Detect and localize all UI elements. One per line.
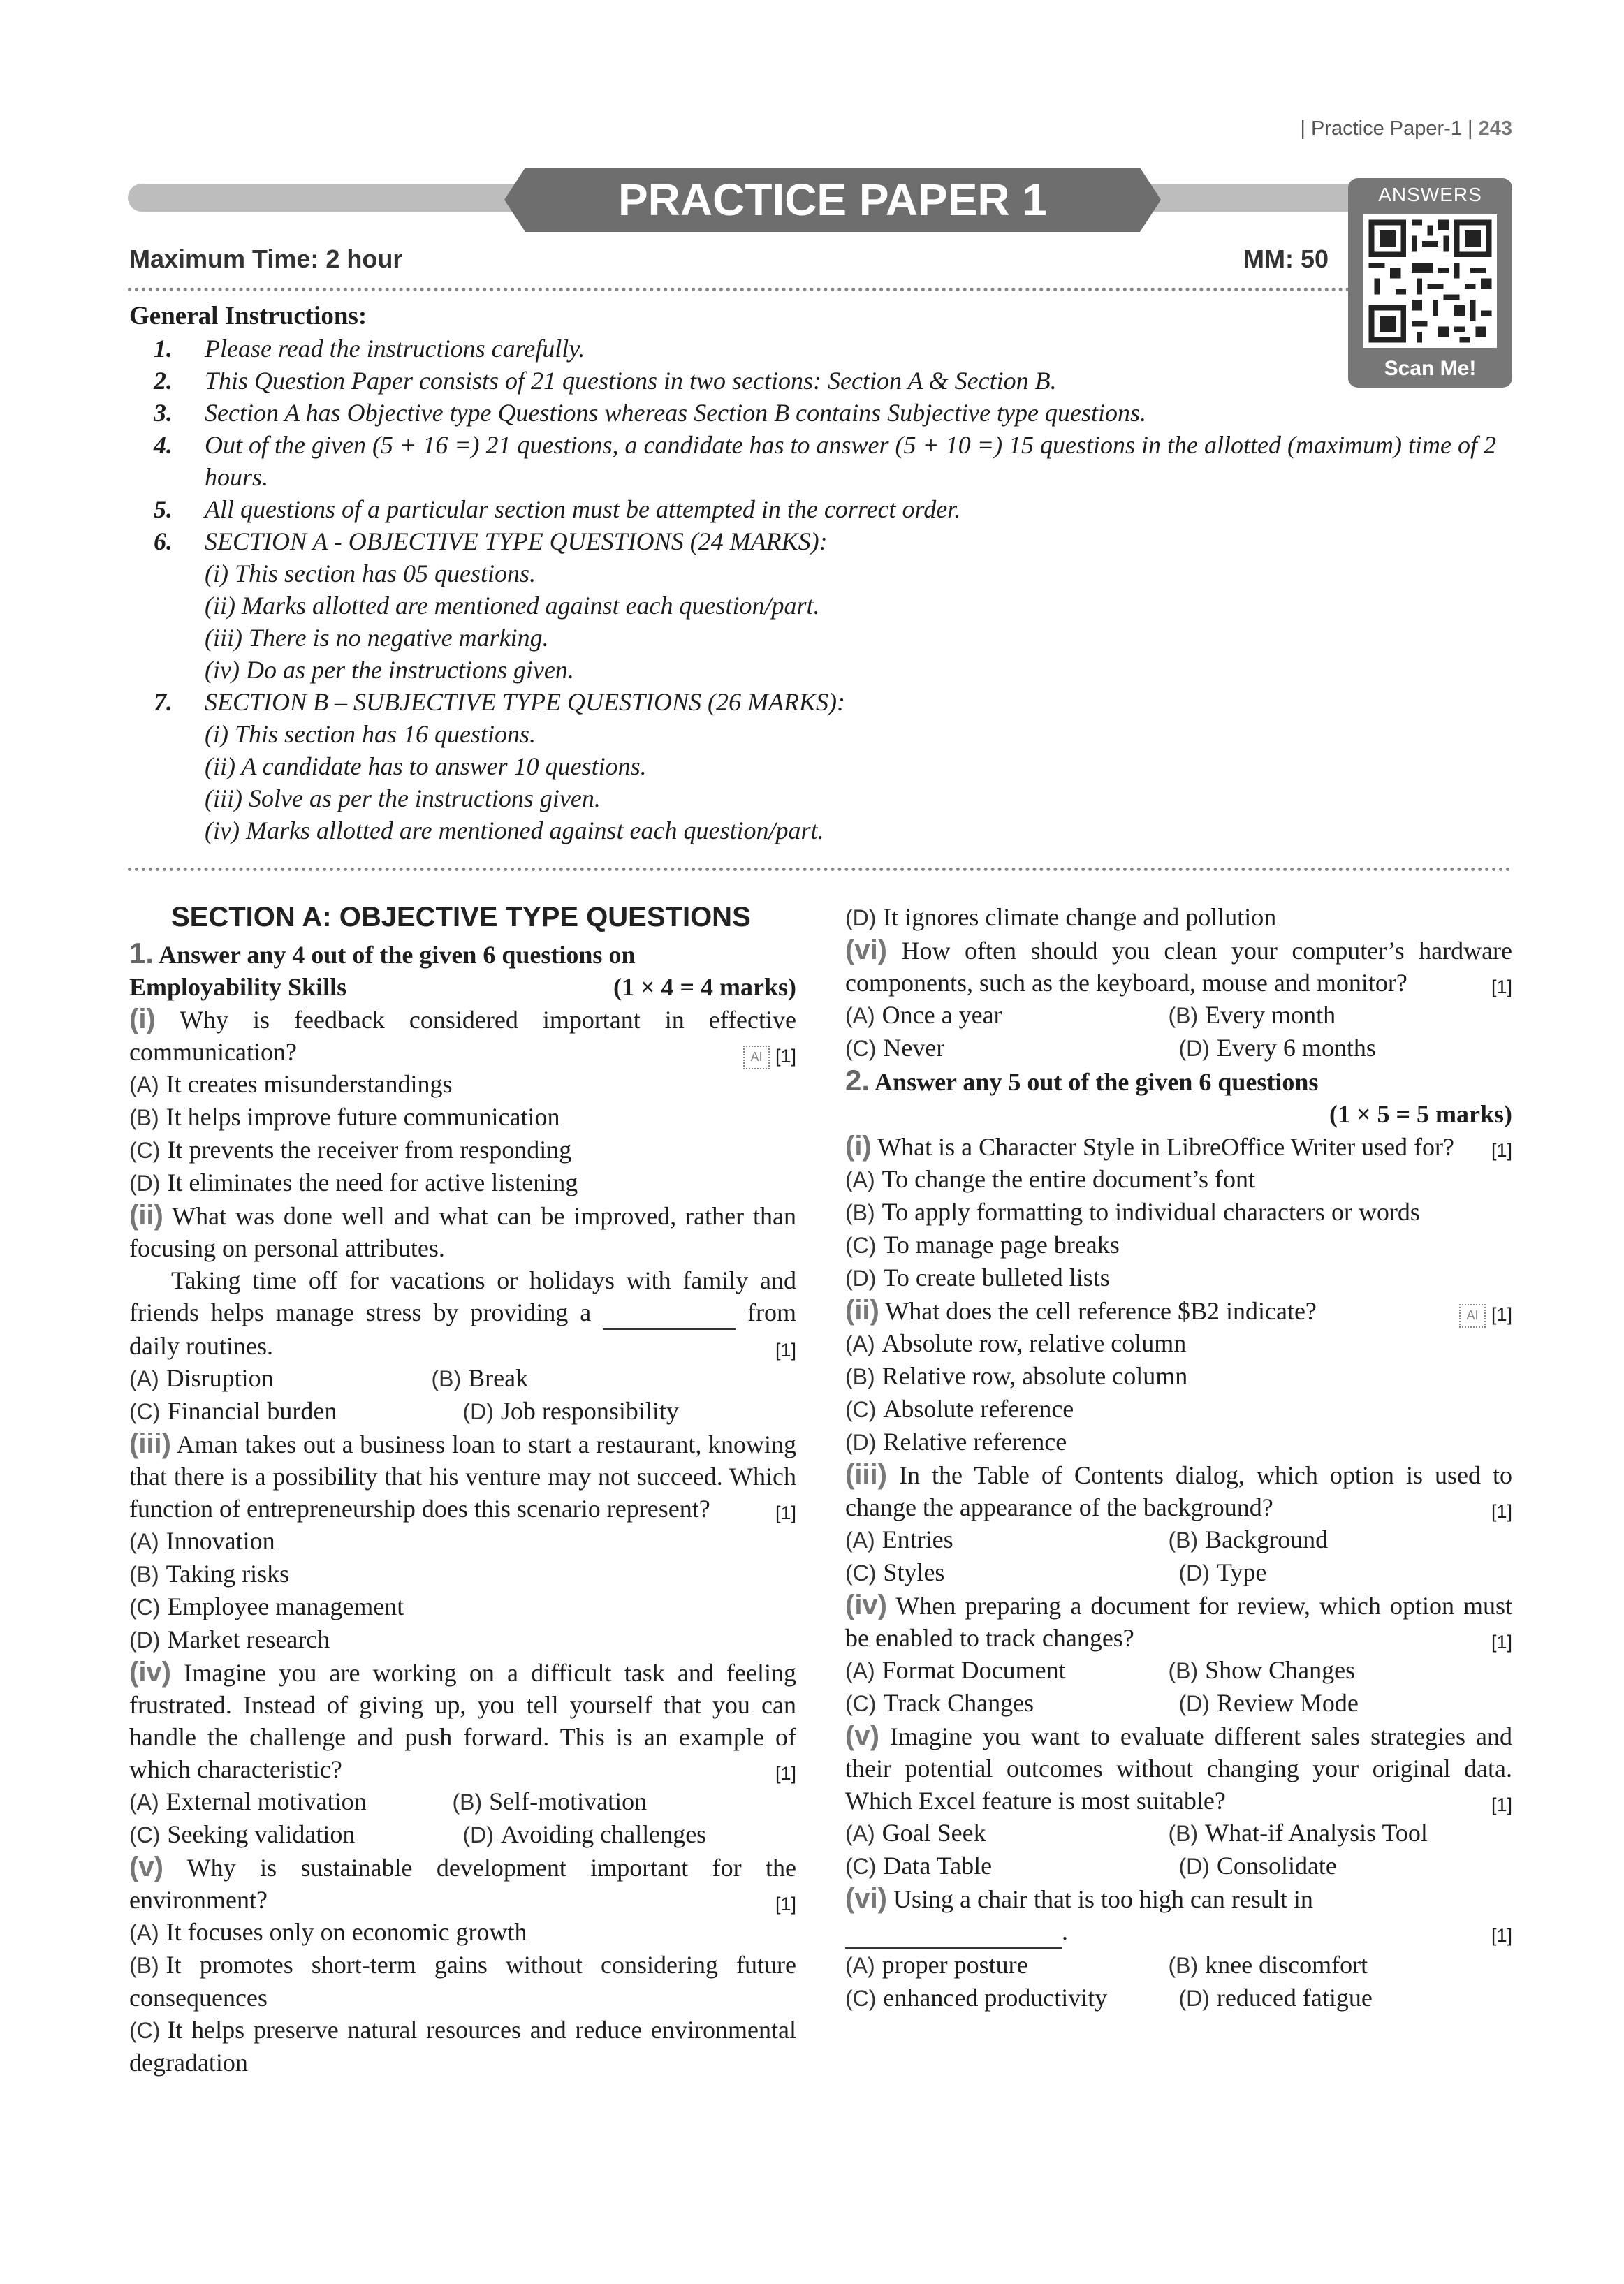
instruction-number: 1.	[154, 335, 173, 363]
mark-value: [1]	[775, 1046, 796, 1067]
option-text: Financial burden	[167, 1397, 337, 1425]
left-column	[129, 901, 796, 2079]
part-text: What does the cell reference $B2 indicate?	[885, 1297, 1317, 1325]
option-letter: (B)	[845, 1200, 875, 1225]
option-letter: (C)	[845, 1986, 877, 2011]
option-letter: (B)	[845, 1364, 875, 1389]
part-text: How often should you clean your computer’s hardware components, such as the keyboard, mouse and monitor?	[845, 937, 1513, 997]
option	[845, 1982, 1179, 2014]
option-letter: (A)	[129, 1072, 159, 1097]
option-text: Every month	[1205, 1001, 1336, 1029]
part-label: (i)	[845, 1131, 872, 1162]
option	[845, 1523, 1168, 1556]
option	[129, 1785, 452, 1818]
instruction-subitem: (iv) Do as per the instructions given.	[205, 656, 574, 684]
instruction-subitem: (ii) A candidate has to answer 10 questions.	[205, 752, 647, 780]
part-label: (ii)	[845, 1295, 879, 1326]
option-letter: (C)	[845, 1560, 877, 1586]
option-row	[845, 1523, 1491, 1556]
instruction-subitem: (iii) Solve as per the instructions given.	[205, 784, 601, 812]
option	[1179, 1982, 1513, 2014]
option-text: Absolute row, relative column	[882, 1329, 1187, 1357]
instruction-item	[129, 365, 1512, 397]
option-letter: (B)	[129, 1105, 159, 1130]
option-letter: (C)	[845, 1854, 877, 1879]
general-instructions	[129, 300, 1512, 847]
option-row	[129, 1818, 796, 1851]
option-letter: (D)	[1178, 1560, 1210, 1586]
option	[1179, 1850, 1513, 1882]
option	[845, 1654, 1168, 1687]
option-text: It helps improve future communication	[166, 1103, 560, 1131]
option	[845, 1360, 1512, 1393]
question-part	[845, 934, 1512, 999]
option-text: Avoiding challenges	[500, 1820, 707, 1848]
option	[845, 1426, 1512, 1458]
option-row	[845, 1556, 1512, 1589]
part-text: What was done well and what can be improved, rather than focusing on personal attributes.	[129, 1202, 797, 1262]
option-row	[845, 1817, 1491, 1850]
option-text: Track Changes	[883, 1689, 1034, 1717]
option	[845, 1556, 1179, 1589]
option-letter: (B)	[1168, 1658, 1199, 1683]
divider	[128, 288, 1455, 291]
option	[845, 1196, 1512, 1229]
option	[845, 1850, 1179, 1882]
part-text: Why is sustainable development important for the environment?	[129, 1854, 797, 1914]
paragraph-text: Taking time off for vacations or holidays with family and friends helps manage stress by providing a	[129, 1266, 796, 1326]
option	[1168, 1654, 1491, 1687]
option-letter: (D)	[845, 905, 877, 930]
option-text: Job responsibility	[500, 1397, 679, 1425]
option-letter: (A)	[129, 1366, 159, 1391]
option-text: Type	[1216, 1558, 1267, 1586]
option-letter: (C)	[129, 1138, 161, 1163]
part-text: Why is feedback considered important in effective communication?	[129, 1006, 796, 1066]
question-text-cont: Employability Skills	[129, 973, 347, 1001]
option	[129, 1590, 796, 1623]
option	[463, 1818, 797, 1851]
option-letter: (B)	[129, 1953, 159, 1978]
instruction-item	[129, 686, 1512, 718]
instruction-item	[129, 429, 1512, 493]
option	[845, 999, 1168, 1032]
mark-value: [1]	[1491, 1925, 1512, 1946]
instruction-item	[129, 397, 1512, 429]
instruction-subitem: (i) This section has 16 questions.	[205, 720, 536, 748]
main-question-2	[845, 1064, 1512, 1098]
option	[129, 1916, 796, 1949]
option-text: To apply formatting to individual characters or words	[882, 1198, 1420, 1226]
mark-value: [1]	[775, 1502, 796, 1523]
option-row	[845, 1949, 1491, 1982]
qr-label-bottom: Scan Me!	[1384, 357, 1477, 380]
instruction-subitem: (ii) Marks allotted are mentioned against each question/part.	[205, 592, 820, 620]
option	[845, 1393, 1512, 1426]
option-letter: (C)	[129, 2018, 161, 2043]
option-letter: (D)	[129, 1627, 161, 1653]
option-text: Data Table	[883, 1852, 993, 1880]
option-text: It creates misunderstandings	[166, 1070, 453, 1098]
option-text: External motivation	[166, 1787, 367, 1815]
option-letter: (B)	[1168, 1821, 1199, 1846]
instruction-subitem: (i) This section has 05 questions.	[205, 559, 536, 587]
mark-value: [1]	[1491, 1304, 1512, 1325]
instruction-item	[129, 525, 1512, 557]
option	[463, 1395, 797, 1428]
section-title: SECTION A: OBJECTIVE TYPE QUESTIONS	[171, 902, 751, 932]
option	[129, 1134, 796, 1166]
option-row	[845, 999, 1491, 1032]
question-marks: (1 × 5 = 5 marks)	[1329, 1100, 1512, 1128]
option-text: Market research	[167, 1625, 330, 1653]
option-letter: (C)	[845, 1233, 877, 1258]
option-text: Format Document	[882, 1656, 1066, 1684]
option	[129, 1101, 796, 1134]
option-text: Relative row, absolute column	[882, 1362, 1188, 1390]
part-text: What is a Character Style in LibreOffice Writer used for?	[877, 1133, 1455, 1161]
option-letter: (D)	[1178, 1036, 1210, 1061]
question-part	[129, 1656, 796, 1785]
option	[1179, 1032, 1513, 1064]
option-text: Consolidate	[1216, 1852, 1337, 1880]
part-label: (iv)	[129, 1657, 171, 1688]
paper-label: | Practice Paper-1 |	[1300, 117, 1473, 140]
instruction-text: Section A has Objective type Questions whereas Section B contains Subjective type questions.	[205, 399, 1147, 427]
option	[845, 901, 1512, 934]
part-label: (ii)	[129, 1200, 163, 1231]
option-letter: (D)	[129, 1171, 161, 1196]
instruction-number: 2.	[154, 367, 173, 395]
paragraph-text-end: from daily routines.	[129, 1298, 797, 1360]
option	[129, 1395, 463, 1428]
option-text: It promotes short-term gains without considering future consequences	[129, 1951, 796, 2012]
question-part	[845, 1589, 1512, 1654]
option-text: Review Mode	[1216, 1689, 1359, 1717]
option-row	[129, 1395, 796, 1428]
option-letter: (C)	[845, 1397, 877, 1422]
option-text: It helps preserve natural resources and reduce environmental degradation	[129, 2016, 796, 2077]
option-letter: (A)	[845, 1658, 875, 1683]
part-text: Aman takes out a business loan to start a restaurant, knowing that there is a possibility that his venture may not succeed. Which function of entrepreneurship does this scenario represent?	[129, 1430, 796, 1523]
part-label: (v)	[129, 1852, 163, 1882]
part-label: (iii)	[845, 1459, 887, 1490]
option-letter: (B)	[129, 1562, 159, 1587]
option-text: Show Changes	[1205, 1656, 1356, 1684]
question-part	[129, 1199, 796, 1264]
option-letter: (B)	[1168, 1003, 1199, 1028]
option	[1168, 1949, 1491, 1982]
question-text: Answer any 5 out of the given 6 questions	[875, 1068, 1319, 1096]
question-part	[845, 1458, 1512, 1523]
option-text: Entries	[882, 1525, 953, 1553]
part-paragraph	[129, 1264, 796, 1362]
question-part	[845, 1882, 1512, 1915]
answer-blank	[603, 1296, 736, 1330]
option-letter: (A)	[845, 1331, 875, 1356]
part-text: Imagine you are working on a difficult task and feeling frustrated. Instead of giving up, you tell yourself that you can handle the challenge and push forward. This is an example of which characteristic?	[129, 1659, 797, 1783]
option	[845, 1032, 1179, 1064]
option	[129, 1558, 796, 1590]
option-row	[845, 1982, 1512, 2014]
option-text: It ignores climate change and pollution	[883, 903, 1277, 931]
ai-icon: AI	[1459, 1304, 1486, 1328]
max-marks: MM: 50	[1243, 244, 1329, 273]
option	[1168, 1817, 1491, 1850]
option-text: Taking risks	[166, 1560, 290, 1588]
option-text: Disruption	[166, 1364, 274, 1392]
option-letter: (C)	[129, 1399, 161, 1424]
option	[845, 1163, 1512, 1196]
part-text: Using a chair that is too high can result in	[893, 1885, 1313, 1913]
option	[845, 1817, 1168, 1850]
option-text: To change the entire document’s font	[882, 1165, 1255, 1193]
part-label: (iii)	[129, 1428, 171, 1459]
part-label: (iv)	[845, 1590, 887, 1620]
option	[129, 1068, 796, 1101]
option-letter: (A)	[845, 1821, 875, 1846]
mark-value: [1]	[775, 1340, 796, 1361]
question-part	[129, 1851, 796, 1916]
mark-value: [1]	[1491, 976, 1512, 997]
option	[1168, 999, 1491, 1032]
option-letter: (D)	[462, 1399, 494, 1424]
option-text: Employee management	[167, 1593, 404, 1620]
instruction-subitem: (iv) Marks allotted are mentioned against each question/part.	[205, 817, 824, 844]
option-letter: (C)	[129, 1595, 161, 1620]
instruction-subitem: (iii) There is no negative marking.	[205, 624, 549, 652]
instructions-heading: General Instructions:	[129, 302, 367, 330]
option-letter: (D)	[845, 1430, 877, 1455]
option-row	[129, 1785, 775, 1818]
instruction-number: 4.	[154, 431, 173, 459]
option-letter: (A)	[129, 1920, 159, 1945]
option-text: Every 6 months	[1216, 1034, 1376, 1062]
mark-value: [1]	[1491, 1632, 1512, 1653]
instruction-text: This Question Paper consists of 21 questions in two sections: Section A & Section B.	[205, 367, 1057, 395]
instruction-number: 7.	[154, 688, 173, 716]
page-number: 243	[1478, 117, 1512, 140]
question-part	[129, 1428, 796, 1525]
option-row	[845, 1654, 1491, 1687]
option-letter: (A)	[845, 1953, 875, 1978]
part-text: When preparing a document for review, which option must be enabled to track changes?	[845, 1592, 1512, 1652]
option	[1179, 1556, 1513, 1589]
option	[129, 1362, 431, 1395]
mark-label	[1459, 1298, 1512, 1331]
option-text: Seeking validation	[167, 1820, 356, 1848]
option-text: Break	[468, 1364, 529, 1392]
option-letter: (B)	[1168, 1953, 1199, 1978]
option-letter: (B)	[1168, 1528, 1199, 1553]
option-letter: (A)	[845, 1528, 875, 1553]
instruction-text: SECTION B – SUBJECTIVE TYPE QUESTIONS (26 MARKS):	[205, 688, 845, 716]
question-part-blank-row: . [1]	[845, 1915, 1512, 1949]
max-time: Maximum Time: 2 hour	[129, 244, 403, 273]
option-letter: (D)	[1178, 1691, 1210, 1716]
option-letter: (C)	[129, 1822, 161, 1847]
option	[845, 1327, 1512, 1360]
right-column	[845, 901, 1512, 2014]
option	[452, 1785, 775, 1818]
option-row	[129, 1362, 733, 1395]
option-letter: (A)	[129, 1789, 159, 1815]
mark-value: [1]	[775, 1894, 796, 1915]
part-label: (i)	[129, 1004, 156, 1034]
option	[129, 1166, 796, 1199]
option-text: proper posture	[882, 1951, 1028, 1979]
option	[129, 1949, 796, 2014]
option	[1179, 1687, 1513, 1720]
divider	[128, 868, 1511, 871]
instruction-item	[129, 332, 1512, 365]
option-letter: (A)	[845, 1167, 875, 1192]
option	[129, 1818, 463, 1851]
instruction-item	[129, 493, 1512, 525]
question-part	[845, 1720, 1512, 1817]
instruction-number: 3.	[154, 399, 173, 427]
option-text: It focuses only on economic growth	[166, 1918, 527, 1946]
option-row	[845, 1850, 1512, 1882]
mark-value: [1]	[1491, 1140, 1512, 1161]
option-text: Never	[883, 1034, 945, 1062]
option-letter: (C)	[845, 1691, 877, 1716]
instruction-text: All questions of a particular section must be attempted in the correct order.	[205, 495, 961, 523]
option	[129, 2014, 796, 2079]
option-text: Self-motivation	[489, 1787, 648, 1815]
mark-value: [1]	[1491, 1794, 1512, 1815]
main-question-1	[129, 937, 796, 971]
option-text: It eliminates the need for active listening	[167, 1169, 578, 1196]
answer-blank	[845, 1915, 1062, 1949]
option-text: Styles	[883, 1558, 945, 1586]
option-text: It prevents the receiver from responding	[167, 1136, 572, 1164]
instruction-text: Out of the given (5 + 16 =) 21 questions, a candidate has to answer (5 + 10 =) 15 questions in the allotted (maximum) time of 2 hours.	[205, 431, 1496, 491]
instruction-text: Please read the instructions carefully.	[205, 335, 585, 363]
option-text: knee discomfort	[1205, 1951, 1368, 1979]
option-text: Innovation	[166, 1527, 275, 1555]
option-letter: (A)	[129, 1529, 159, 1554]
option-letter: (C)	[845, 1036, 877, 1061]
option	[845, 1949, 1168, 1982]
part-label: (vi)	[845, 935, 887, 965]
instruction-text: SECTION A - OBJECTIVE TYPE QUESTIONS (24 MARKS):	[205, 527, 828, 555]
option-text: Once a year	[882, 1001, 1002, 1029]
option-text: reduced fatigue	[1216, 1984, 1373, 2012]
option-text: To manage page breaks	[883, 1231, 1120, 1259]
option-letter: (D)	[845, 1266, 877, 1291]
part-label: (v)	[845, 1720, 879, 1751]
option	[129, 1525, 796, 1558]
question-number: 1.	[129, 937, 154, 969]
option-text: What-if Analysis Tool	[1205, 1819, 1428, 1847]
option-text: To create bulleted lists	[883, 1264, 1110, 1291]
option-letter: (D)	[462, 1822, 494, 1847]
instruction-number: 5.	[154, 495, 173, 523]
option-letter: (B)	[431, 1366, 462, 1391]
mark-value: [1]	[1491, 1501, 1512, 1522]
option-letter: (B)	[452, 1789, 483, 1815]
option-letter: (D)	[1178, 1986, 1210, 2011]
option	[845, 1261, 1512, 1294]
option	[845, 1229, 1512, 1261]
question-part	[129, 1003, 796, 1068]
part-text: In the Table of Contents dialog, which option is used to change the appearance of the background?	[845, 1461, 1512, 1521]
option-letter: (A)	[845, 1003, 875, 1028]
question-text: Answer any 4 out of the given 6 questions on	[159, 941, 636, 969]
qr-label-top: ANSWERS	[1378, 184, 1482, 205]
option-text: enhanced productivity	[883, 1984, 1108, 2012]
option-text: Absolute reference	[883, 1395, 1074, 1423]
page-title: PRACTICE PAPER 1	[525, 168, 1140, 232]
option-text: Relative reference	[883, 1428, 1067, 1456]
question-number: 2.	[845, 1064, 870, 1097]
option-row	[845, 1032, 1512, 1064]
part-text: Imagine you want to evaluate different sales strategies and their potential outcomes without changing your original data. Which Excel feature is most suitable?	[845, 1722, 1513, 1815]
option-text: Goal Seek	[882, 1819, 986, 1847]
option	[129, 1623, 796, 1656]
option-row	[845, 1687, 1512, 1720]
question-part	[845, 1130, 1512, 1163]
part-label: (vi)	[845, 1883, 887, 1914]
option	[431, 1362, 733, 1395]
instruction-number: 6.	[154, 527, 173, 555]
option-text: Background	[1205, 1525, 1329, 1553]
ai-icon: AI	[743, 1046, 770, 1069]
question-marks-row	[129, 971, 796, 1003]
mark-label	[743, 1040, 796, 1072]
question-marks: (1 × 4 = 4 marks)	[613, 973, 796, 1001]
question-part	[845, 1294, 1512, 1327]
option-letter: (D)	[1178, 1854, 1210, 1879]
mark-value: [1]	[775, 1763, 796, 1784]
running-header	[1300, 117, 1512, 140]
option	[845, 1687, 1179, 1720]
option	[1168, 1523, 1491, 1556]
